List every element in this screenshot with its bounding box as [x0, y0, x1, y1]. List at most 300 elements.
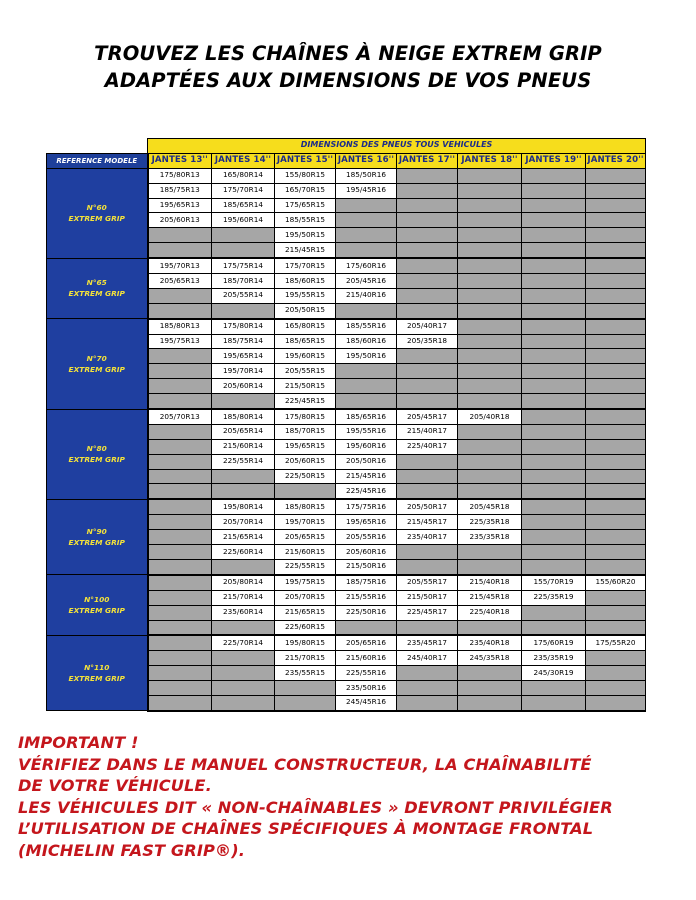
empty-cell [522, 394, 586, 409]
title-line-1: TROUVEZ LES CHAÎNES À NEIGE EXTREM GRIP [94, 42, 602, 65]
tire-size-cell: 205/65R16 [336, 635, 397, 650]
empty-cell [397, 198, 458, 213]
empty-cell [522, 454, 586, 469]
empty-cell [458, 198, 522, 213]
empty-cell [212, 559, 275, 574]
empty-cell [397, 183, 458, 198]
empty-cell [148, 424, 212, 439]
reference-model-name: EXTREM GRIP [68, 289, 125, 299]
important-line-5: (MICHELIN FAST GRIP®). [18, 840, 245, 860]
empty-cell [397, 454, 458, 469]
tire-size-cell: 225/55R15 [275, 559, 336, 574]
column-header-2: JANTES 15'' [275, 153, 336, 168]
empty-cell [522, 515, 586, 530]
tire-size-cell: 205/55R14 [212, 288, 275, 303]
empty-cell [397, 258, 458, 273]
empty-cell [458, 545, 522, 560]
empty-cell [522, 379, 586, 394]
tire-size-cell: 205/45R17 [397, 409, 458, 424]
reference-cell [47, 319, 148, 409]
table-row [47, 635, 646, 650]
empty-cell [586, 439, 646, 454]
empty-cell [458, 484, 522, 499]
tire-size-cell: 195/60R16 [336, 439, 397, 454]
tire-size-cell: 155/70R19 [522, 575, 586, 590]
empty-cell [522, 545, 586, 560]
reference-model-name: EXTREM GRIP [68, 455, 125, 465]
important-heading: IMPORTANT ! [18, 733, 139, 752]
empty-cell [522, 439, 586, 454]
empty-cell [458, 620, 522, 635]
empty-cell [522, 243, 586, 258]
important-notice [18, 732, 688, 861]
empty-cell [586, 334, 646, 349]
empty-cell [148, 454, 212, 469]
empty-cell [397, 288, 458, 303]
empty-cell [397, 213, 458, 228]
tire-size-cell: 215/60R15 [275, 545, 336, 560]
empty-cell [586, 274, 646, 289]
tire-size-cell: 205/45R18 [458, 499, 522, 514]
empty-cell [522, 213, 586, 228]
tire-size-cell: 205/70R14 [212, 515, 275, 530]
reference-number: N°60 [86, 203, 107, 213]
empty-cell [336, 364, 397, 379]
tire-size-cell: 235/40R18 [458, 635, 522, 650]
empty-cell [148, 545, 212, 560]
empty-cell [212, 469, 275, 484]
empty-cell [148, 499, 212, 514]
table-corner [47, 139, 148, 154]
empty-cell [586, 695, 646, 710]
tire-size-cell: 175/60R19 [522, 635, 586, 650]
tire-size-cell: 205/60R16 [336, 545, 397, 560]
tire-size-cell: 185/55R16 [336, 319, 397, 334]
empty-cell [522, 334, 586, 349]
empty-cell [397, 469, 458, 484]
tire-size-cell: 245/35R18 [458, 651, 522, 666]
column-header-4: JANTES 17'' [397, 153, 458, 168]
empty-cell [522, 183, 586, 198]
tire-size-cell: 215/45R15 [275, 243, 336, 258]
reference-number: N°110 [84, 663, 110, 673]
table-row [47, 499, 646, 514]
tire-size-cell: 205/70R15 [275, 590, 336, 605]
empty-cell [586, 394, 646, 409]
empty-cell [458, 183, 522, 198]
empty-cell [148, 575, 212, 590]
tire-size-cell: 185/80R15 [275, 499, 336, 514]
empty-cell [586, 559, 646, 574]
tire-size-cell: 225/60R15 [275, 620, 336, 635]
tire-size-cell: 195/55R16 [336, 424, 397, 439]
tire-size-cell: 185/75R14 [212, 334, 275, 349]
tire-size-cell: 245/30R19 [522, 666, 586, 681]
empty-cell [522, 469, 586, 484]
empty-cell [586, 168, 646, 183]
empty-cell [458, 681, 522, 696]
tire-size-cell: 225/45R16 [336, 484, 397, 499]
table-body [47, 168, 646, 711]
empty-cell [275, 695, 336, 710]
tire-size-cell: 205/40R18 [458, 409, 522, 424]
empty-cell [212, 228, 275, 243]
tire-size-cell: 185/60R16 [336, 334, 397, 349]
tire-size-cell: 225/60R14 [212, 545, 275, 560]
tire-size-cell: 235/60R14 [212, 605, 275, 620]
empty-cell [522, 198, 586, 213]
empty-cell [586, 243, 646, 258]
tire-size-cell: 195/45R16 [336, 183, 397, 198]
empty-cell [458, 469, 522, 484]
reference-cell [47, 409, 148, 499]
tire-size-cell: 165/80R14 [212, 168, 275, 183]
empty-cell [397, 681, 458, 696]
tire-size-cell: 205/65R13 [148, 274, 212, 289]
tire-size-cell: 225/45R17 [397, 605, 458, 620]
tire-size-cell: 225/50R16 [336, 605, 397, 620]
tire-size-cell: 195/80R14 [212, 499, 275, 514]
empty-cell [522, 274, 586, 289]
tire-size-cell: 225/55R14 [212, 454, 275, 469]
empty-cell [522, 288, 586, 303]
tire-size-cell: 175/75R14 [212, 258, 275, 273]
tire-size-cell: 215/40R16 [336, 288, 397, 303]
tire-size-cell: 225/40R17 [397, 439, 458, 454]
column-header-6: JANTES 19'' [522, 153, 586, 168]
empty-cell [586, 288, 646, 303]
tire-size-cell: 215/45R18 [458, 590, 522, 605]
empty-cell [212, 243, 275, 258]
tire-size-cell: 185/50R16 [336, 168, 397, 183]
empty-cell [397, 484, 458, 499]
empty-cell [212, 695, 275, 710]
empty-cell [397, 559, 458, 574]
column-header-3: JANTES 16'' [336, 153, 397, 168]
empty-cell [458, 228, 522, 243]
tire-size-cell: 245/40R17 [397, 651, 458, 666]
tire-size-cell: 175/65R15 [275, 198, 336, 213]
tire-size-cell: 205/80R14 [212, 575, 275, 590]
tire-size-cell: 155/60R20 [586, 575, 646, 590]
empty-cell [148, 605, 212, 620]
empty-cell [586, 620, 646, 635]
table-row [47, 575, 646, 590]
reference-model-name: EXTREM GRIP [68, 364, 125, 374]
reference-cell [47, 258, 148, 319]
tire-size-cell: 195/80R15 [275, 635, 336, 650]
empty-cell [522, 228, 586, 243]
tire-size-cell: 215/50R16 [336, 559, 397, 574]
tire-size-cell: 175/60R16 [336, 258, 397, 273]
empty-cell [148, 559, 212, 574]
reference-number: N°65 [86, 278, 107, 288]
super-header: DIMENSIONS DES PNEUS TOUS VEHICULES [148, 139, 646, 154]
empty-cell [336, 228, 397, 243]
tire-size-cell: 215/65R15 [275, 605, 336, 620]
empty-cell [275, 681, 336, 696]
reference-model-name: EXTREM GRIP [68, 674, 125, 684]
empty-cell [458, 274, 522, 289]
reference-cell [47, 499, 148, 574]
empty-cell [212, 394, 275, 409]
empty-cell [458, 379, 522, 394]
empty-cell [522, 424, 586, 439]
empty-cell [586, 590, 646, 605]
empty-cell [458, 439, 522, 454]
empty-cell [275, 484, 336, 499]
reference-header: REFERENCE MODELE [47, 153, 148, 168]
empty-cell [458, 288, 522, 303]
empty-cell [458, 695, 522, 710]
important-line-1: VÉRIFIEZ DANS LE MANUEL CONSTRUCTEUR, LA CHAÎNABILITÉ [18, 754, 592, 774]
empty-cell [336, 379, 397, 394]
empty-cell [522, 620, 586, 635]
tire-size-cell: 205/60R15 [275, 454, 336, 469]
tire-size-cell: 205/65R15 [275, 530, 336, 545]
reference-number: N°80 [86, 444, 107, 454]
tire-size-cell: 185/65R14 [212, 198, 275, 213]
empty-cell [586, 409, 646, 424]
tire-size-cell: 195/65R16 [336, 515, 397, 530]
empty-cell [458, 168, 522, 183]
empty-cell [336, 303, 397, 318]
reference-cell [47, 635, 148, 710]
tire-size-cell: 215/50R17 [397, 590, 458, 605]
tire-size-cell: 205/50R16 [336, 454, 397, 469]
tire-size-cell: 185/80R14 [212, 409, 275, 424]
tire-size-cell: 225/55R16 [336, 666, 397, 681]
tire-size-cell: 225/50R15 [275, 469, 336, 484]
tire-size-cell: 195/70R15 [275, 515, 336, 530]
tire-size-cell: 225/40R18 [458, 605, 522, 620]
empty-cell [148, 651, 212, 666]
tire-size-cell: 195/70R13 [148, 258, 212, 273]
empty-cell [586, 651, 646, 666]
tire-size-cell: 155/80R15 [275, 168, 336, 183]
empty-cell [148, 243, 212, 258]
tire-size-cell: 225/70R14 [212, 635, 275, 650]
empty-cell [586, 605, 646, 620]
tire-size-cell: 175/70R14 [212, 183, 275, 198]
tire-size-cell: 195/65R15 [275, 439, 336, 454]
empty-cell [397, 379, 458, 394]
empty-cell [212, 666, 275, 681]
empty-cell [148, 288, 212, 303]
table-row [47, 409, 646, 424]
empty-cell [586, 484, 646, 499]
empty-cell [586, 228, 646, 243]
empty-cell [522, 681, 586, 696]
empty-cell [397, 274, 458, 289]
empty-cell [586, 530, 646, 545]
empty-cell [586, 303, 646, 318]
empty-cell [522, 168, 586, 183]
tire-size-cell: 225/45R15 [275, 394, 336, 409]
empty-cell [148, 303, 212, 318]
tire-size-cell: 195/70R14 [212, 364, 275, 379]
empty-cell [397, 620, 458, 635]
empty-cell [397, 695, 458, 710]
empty-cell [586, 545, 646, 560]
empty-cell [586, 319, 646, 334]
empty-cell [212, 651, 275, 666]
empty-cell [336, 243, 397, 258]
important-line-2: DE VOTRE VÉHICULE. [18, 776, 212, 795]
empty-cell [586, 258, 646, 273]
title-line-2: ADAPTÉES AUX DIMENSIONS DE VOS PNEUS [104, 69, 592, 92]
empty-cell [586, 183, 646, 198]
tire-size-cell: 235/45R17 [397, 635, 458, 650]
empty-cell [522, 530, 586, 545]
tire-size-cell: 185/55R15 [275, 213, 336, 228]
empty-cell [148, 379, 212, 394]
tire-size-cell: 185/60R15 [275, 274, 336, 289]
tire-size-cell: 195/75R15 [275, 575, 336, 590]
tire-size-cell: 205/55R17 [397, 575, 458, 590]
empty-cell [586, 681, 646, 696]
tire-size-cell: 205/70R13 [148, 409, 212, 424]
tire-size-cell: 205/45R16 [336, 274, 397, 289]
tire-size-cell: 175/80R15 [275, 409, 336, 424]
tire-size-cell: 205/55R16 [336, 530, 397, 545]
empty-cell [458, 213, 522, 228]
tire-size-cell: 215/70R14 [212, 590, 275, 605]
column-header-7: JANTES 20'' [586, 153, 646, 168]
empty-cell [336, 394, 397, 409]
empty-cell [586, 424, 646, 439]
empty-cell [397, 303, 458, 318]
tire-size-cell: 205/55R15 [275, 364, 336, 379]
empty-cell [522, 605, 586, 620]
empty-cell [586, 198, 646, 213]
tire-size-cell: 215/50R15 [275, 379, 336, 394]
tire-size-cell: 235/55R15 [275, 666, 336, 681]
empty-cell [586, 469, 646, 484]
tire-size-cell: 215/60R16 [336, 651, 397, 666]
empty-cell [522, 499, 586, 514]
tire-size-cell: 185/80R13 [148, 319, 212, 334]
empty-cell [522, 258, 586, 273]
tire-size-cell: 215/45R16 [336, 469, 397, 484]
tire-size-cell: 175/75R16 [336, 499, 397, 514]
empty-cell [458, 394, 522, 409]
empty-cell [148, 394, 212, 409]
empty-cell [458, 243, 522, 258]
empty-cell [148, 364, 212, 379]
tire-size-cell: 185/70R14 [212, 274, 275, 289]
reference-number: N°90 [86, 527, 107, 537]
tire-size-cell: 195/50R15 [275, 228, 336, 243]
empty-cell [397, 349, 458, 364]
empty-cell [397, 364, 458, 379]
reference-model-name: EXTREM GRIP [68, 538, 125, 548]
tire-size-cell: 215/65R14 [212, 530, 275, 545]
empty-cell [458, 454, 522, 469]
important-line-3: LES VÉHICULES DIT « NON-CHAÎNABLES » DEVRONT PRIVILÉGIER [18, 797, 613, 817]
tire-size-cell: 245/45R16 [336, 695, 397, 710]
tire-size-cell: 235/35R19 [522, 651, 586, 666]
table-row [47, 258, 646, 273]
tire-size-cell: 185/65R16 [336, 409, 397, 424]
empty-cell [148, 439, 212, 454]
empty-cell [458, 424, 522, 439]
empty-cell [148, 620, 212, 635]
tire-size-cell: 195/50R16 [336, 349, 397, 364]
tire-size-cell: 225/35R18 [458, 515, 522, 530]
empty-cell [397, 243, 458, 258]
tire-size-cell: 195/65R13 [148, 198, 212, 213]
empty-cell [397, 545, 458, 560]
empty-cell [397, 666, 458, 681]
empty-cell [458, 303, 522, 318]
tire-size-cell: 185/75R16 [336, 575, 397, 590]
empty-cell [212, 484, 275, 499]
tire-size-cell: 235/40R17 [397, 530, 458, 545]
column-header-0: JANTES 13'' [148, 153, 212, 168]
tire-size-cell: 175/70R15 [275, 258, 336, 273]
empty-cell [586, 499, 646, 514]
tire-size-cell: 215/40R18 [458, 575, 522, 590]
compatibility-table-container [46, 138, 645, 707]
reference-number: N°100 [84, 595, 110, 605]
empty-cell [522, 319, 586, 334]
page-title [0, 40, 696, 94]
reference-model-name: EXTREM GRIP [68, 214, 125, 224]
empty-cell [458, 559, 522, 574]
empty-cell [336, 213, 397, 228]
empty-cell [458, 258, 522, 273]
empty-cell [148, 695, 212, 710]
empty-cell [212, 681, 275, 696]
empty-cell [148, 681, 212, 696]
empty-cell [397, 394, 458, 409]
tire-size-cell: 215/70R15 [275, 651, 336, 666]
empty-cell [397, 168, 458, 183]
tire-size-table [46, 138, 646, 712]
empty-cell [458, 319, 522, 334]
tire-size-cell: 175/55R20 [586, 635, 646, 650]
tire-size-cell: 195/65R14 [212, 349, 275, 364]
tire-size-cell: 195/55R15 [275, 288, 336, 303]
empty-cell [522, 303, 586, 318]
empty-cell [397, 228, 458, 243]
empty-cell [586, 213, 646, 228]
tire-size-cell: 235/35R18 [458, 530, 522, 545]
tire-size-cell: 205/60R13 [148, 213, 212, 228]
empty-cell [336, 620, 397, 635]
table-row [47, 319, 646, 334]
empty-cell [522, 409, 586, 424]
tire-size-cell: 205/50R17 [397, 499, 458, 514]
empty-cell [522, 484, 586, 499]
empty-cell [458, 364, 522, 379]
tire-size-cell: 165/70R15 [275, 183, 336, 198]
tire-size-cell: 175/80R14 [212, 319, 275, 334]
empty-cell [148, 530, 212, 545]
empty-cell [586, 454, 646, 469]
empty-cell [148, 515, 212, 530]
empty-cell [148, 666, 212, 681]
empty-cell [522, 364, 586, 379]
empty-cell [212, 620, 275, 635]
empty-cell [586, 349, 646, 364]
tire-size-cell: 195/75R13 [148, 334, 212, 349]
reference-model-name: EXTREM GRIP [68, 606, 125, 616]
tire-size-cell: 195/60R15 [275, 349, 336, 364]
empty-cell [522, 559, 586, 574]
tire-size-cell: 205/65R14 [212, 424, 275, 439]
